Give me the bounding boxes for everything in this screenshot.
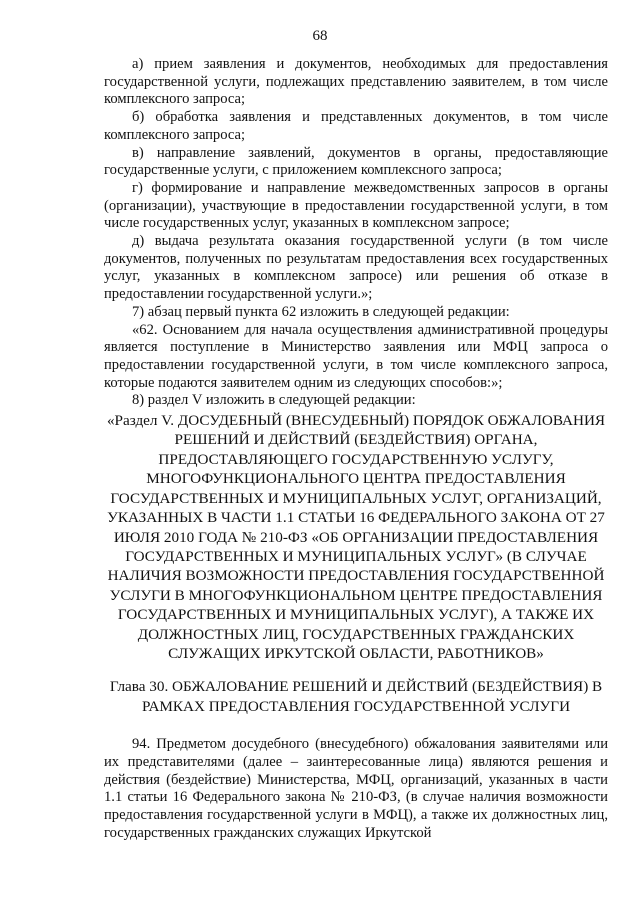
paragraph-94: 94. Предметом досудебного (внесудебного) обжалования заявителями или их представителями (далее – заинтересованные лица) являются решения и действия (бездействие) Министерства, МФЦ, организаций, указанных в части 1.1 статьи 16 Федерального закона № 210-ФЗ, (в случае наличия возможности предоставления государственной услуги в МФЦ), а также их должностных лиц, государственных гражданских служащих Иркутской	[104, 736, 608, 841]
paragraph-item-d: д) выдача результата оказания государственной услуги (в том числе документов, полученных по результатам предоставления всех государственных услуг, указанных в комплексном запросе) или решения об отказе в предоставлении государственной услуги.»;	[104, 233, 608, 303]
section-heading: «Раздел V. ДОСУДЕБНЫЙ (ВНЕСУДЕБНЫЙ) ПОРЯДОК ОБЖАЛОВАНИЯ РЕШЕНИЙ И ДЕЙСТВИЙ (БЕЗДЕЙСТВИЯ) ОРГАНА, ПРЕДОСТАВЛЯЮЩЕГО ГОСУДАРСТВЕННУЮ УСЛУГУ, МНОГОФУНКЦИОНАЛЬНОГО ЦЕНТРА ПРЕДОСТАВЛЕНИЯ ГОСУДАРСТВЕННЫХ И МУНИЦИПАЛЬНЫХ УСЛУГ, ОРГАНИЗАЦИЙ, УКАЗАННЫХ В ЧАСТИ 1.1 СТАТЬИ 16 ФЕДЕРАЛЬНОГО ЗАКОНА ОТ 27 ИЮЛЯ 2010 ГОДА № 210-ФЗ «ОБ ОРГАНИЗАЦИИ ПРЕДОСТАВЛЕНИЯ ГОСУДАРСТВЕННЫХ И МУНИЦИПАЛЬНЫХ УСЛУГ» (В СЛУЧАЕ НАЛИЧИЯ ВОЗМОЖНОСТИ ПРЕДОСТАВЛЕНИЯ ГОСУДАРСТВЕННОЙ УСЛУГИ В МНОГОФУНКЦИОНАЛЬНОМ ЦЕНТРЕ ПРЕДОСТАВЛЕНИЯ ГОСУДАРСТВЕННЫХ И МУНИЦИПАЛЬНЫХ УСЛУГ), А ТАКЖЕ ИХ ДОЛЖНОСТНЫХ ЛИЦ, ГОСУДАРСТВЕННЫХ ГРАЖДАНСКИХ СЛУЖАЩИХ ИРКУТСКОЙ ОБЛАСТИ, РАБОТНИКОВ»	[106, 412, 606, 662]
section-heading-block	[104, 411, 608, 663]
paragraph-amendment-7: 7) абзац первый пункта 62 изложить в следующей редакции:	[132, 303, 510, 320]
paragraph-item-v: в) направление заявлений, документов в органы, предоставляющие государственные услуги, с приложением комплексного запроса;	[104, 144, 608, 179]
paragraph-item-a: а) прием заявления и документов, необходимых для предоставления государственной услуги, подлежащих представлению заявителем, в том числе комплексного запроса;	[104, 56, 608, 108]
document-body	[104, 56, 608, 842]
paragraph-62: «62. Основанием для начала осуществления административной процедуры является поступление в Министерство заявления или МФЦ запроса о предоставлении государственной услуги, в том числе комплексного запроса, которые подаются заявителем одним из следующих способов:»;	[104, 321, 608, 391]
page-number: 68	[312, 28, 328, 44]
paragraph-amendment-8: 8) раздел V изложить в следующей редакции:	[132, 392, 416, 409]
paragraph-item-b: б) обработка заявления и представленных документов, в том числе комплексного запроса;	[104, 109, 608, 143]
paragraph-94-block	[104, 736, 608, 842]
chapter-heading-block	[104, 677, 608, 716]
chapter-heading: Глава 30. ОБЖАЛОВАНИЕ РЕШЕНИЙ И ДЕЙСТВИЙ (БЕЗДЕЙСТВИЯ) В РАМКАХ ПРЕДОСТАВЛЕНИЯ ГОСУДАРСТВЕННОЙ УСЛУГИ	[109, 678, 603, 715]
paragraph-item-g: г) формирование и направление межведомственных запросов в органы (организации), участвующие в предоставлении государственной услуги, в том числе государственных услуг, указанных в комплексном запросе;	[104, 179, 608, 232]
